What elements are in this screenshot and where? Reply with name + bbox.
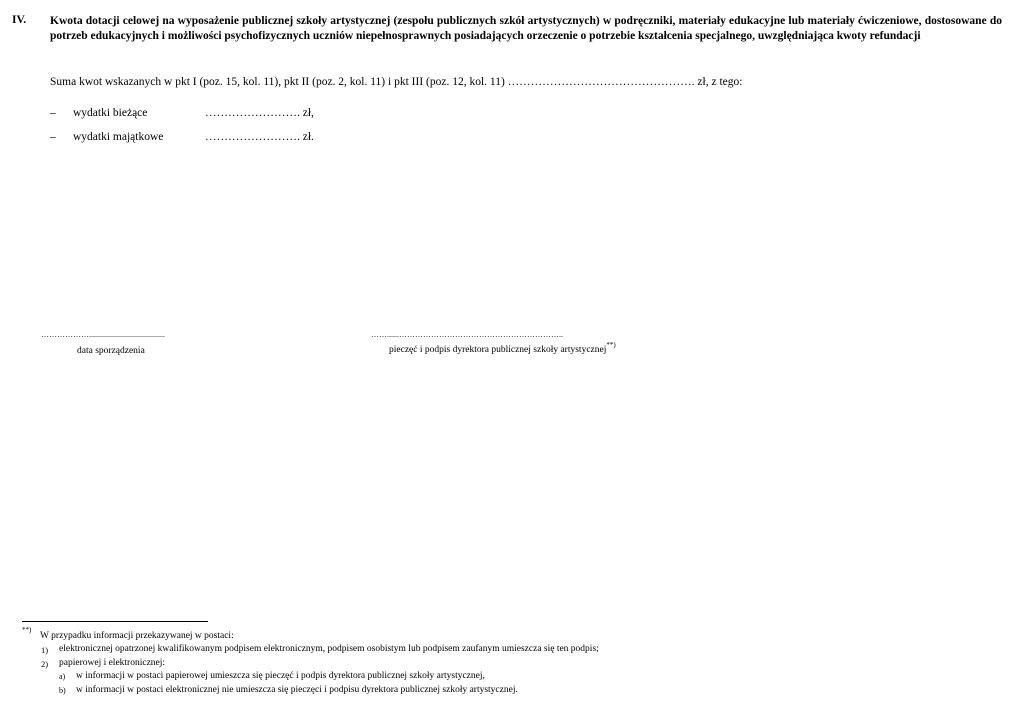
footnote-reference: **) xyxy=(606,341,616,349)
list-dash: – xyxy=(50,131,56,143)
signature-label xyxy=(389,341,616,355)
capital-expenses-label: wydatki majątkowe xyxy=(73,131,164,143)
footnote-item-number: 1) xyxy=(41,645,49,655)
footnote-item-number: 2) xyxy=(41,659,49,669)
footnote-subitem-letter: a) xyxy=(59,672,66,681)
footnote-subitem-text: w informacji w postaci elektronicznej nie umieszcza się pieczęci i podpisu dyrektora publicznej szkoły artystycznej. xyxy=(76,685,518,695)
section-title: Kwota dotacji celowej na wyposażenie publicznej szkoły artystycznej (zespołu publicznych szkół artystycznych) w podręczniki, materiały edukacyjne lub materiały ćwiczeniowe, dostosowane do potrzeb edukacyjnych i możliwości psychofizycznych uczniów niepełnosprawnych posiadających orzeczenie o potrzebie kształcenia specjalnego, uwzględniająca kwoty refundacji xyxy=(50,15,1002,43)
footnote-subitem-letter: b) xyxy=(59,686,66,695)
section-number: IV. xyxy=(12,14,27,26)
date-label: data sporządzenia xyxy=(77,346,145,356)
footnote-divider xyxy=(22,621,208,622)
signature-field[interactable]: ……......…………………………………………………….. xyxy=(371,330,563,339)
capital-expenses-field[interactable]: ……………………. zł. xyxy=(205,131,314,143)
footnote-intro: W przypadku informacji przekazywanej w postaci: xyxy=(40,631,234,641)
current-expenses-label: wydatki bieżące xyxy=(73,107,148,119)
footnote-subitem-text: w informacji w postaci papierowej umieszcza się pieczęć i podpis dyrektora publicznej szkoły artystycznej, xyxy=(76,671,485,681)
footnote-mark: **) xyxy=(22,626,32,634)
footnote-item-text: elektronicznej opatrzonej kwalifikowanym podpisem elektronicznym, podpisem osobistym lub podpisem zaufanym umieszcza się ten podpis; xyxy=(59,644,599,654)
current-expenses-field[interactable]: ……………………. zł, xyxy=(205,107,314,119)
date-field[interactable]: ………………...................................... xyxy=(41,330,165,339)
sum-line: Suma kwot wskazanych w pkt I (poz. 15, kol. 11), pkt II (poz. 2, kol. 11) i pkt III (poz. 12, kol. 11) …………………………………………. zł, z tego: xyxy=(50,76,743,88)
list-dash: – xyxy=(50,107,56,119)
footnote-item-text: papierowej i elektronicznej: xyxy=(59,658,166,668)
signature-label-text: pieczęć i podpis dyrektora publicznej szkoły artystycznej xyxy=(389,345,607,355)
